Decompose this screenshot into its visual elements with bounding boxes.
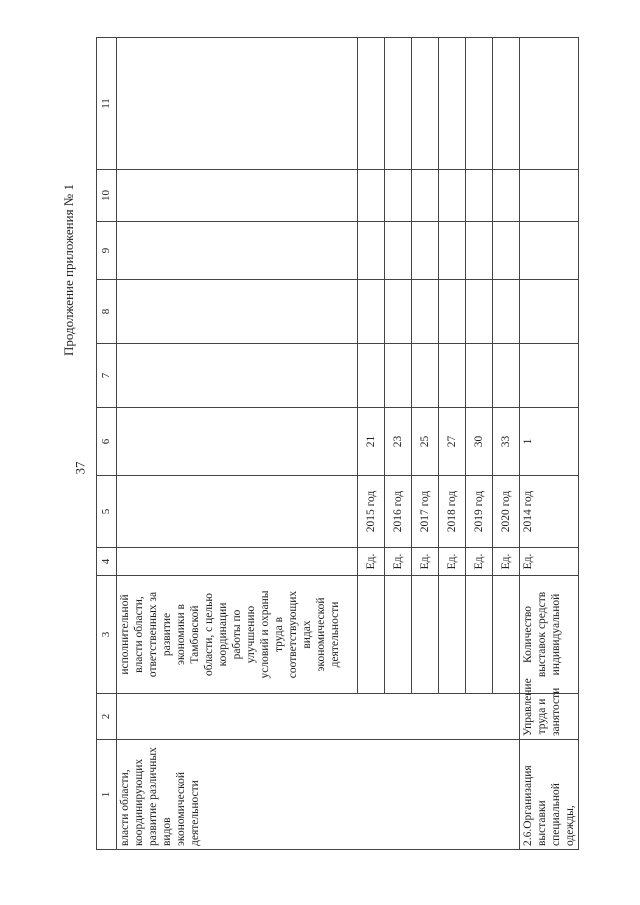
year-cell: 2016 год	[385, 476, 412, 548]
column-header: 1	[97, 740, 117, 850]
value-cell: 33	[493, 408, 520, 476]
indicator-cell: Количество выставок средств индивидуальной	[520, 576, 579, 694]
responsible-cell: Управление труда и занятости	[520, 694, 579, 740]
unit-cell: Ед.	[493, 548, 520, 576]
appendix-label: Продолжение приложения № 1	[61, 184, 77, 356]
table-row-2-6	[520, 38, 579, 850]
column-header: 11	[97, 38, 117, 170]
continued-indicator-cell: исполнительной власти области, ответственных за развитие экономики в Тамбовской области, с целью координации работы по улучшению условий и охраны труда в соответствующих видах экономической деятельности	[117, 576, 358, 694]
value-cell: 1	[520, 408, 579, 476]
column-header: 4	[97, 548, 117, 576]
unit-cell: Ед.	[466, 548, 493, 576]
value-cell: 25	[412, 408, 439, 476]
year-cell: 2015 год	[358, 476, 385, 548]
column-header: 10	[97, 170, 117, 222]
column-header: 6	[97, 408, 117, 476]
unit-cell: Ед.	[412, 548, 439, 576]
value-cell: 27	[439, 408, 466, 476]
year-cell: 2018 год	[439, 476, 466, 548]
year-cell: 2019 год	[466, 476, 493, 548]
table-row-continued	[117, 38, 358, 850]
value-cell: 21	[358, 408, 385, 476]
measure-cell: 2.6.Организация выставки специальной одежды,	[520, 740, 579, 850]
value-cell: 30	[466, 408, 493, 476]
header-row	[97, 38, 117, 850]
column-header: 8	[97, 280, 117, 344]
unit-cell: Ед.	[520, 548, 579, 576]
page-number: 37	[72, 461, 87, 475]
column-header: 7	[97, 344, 117, 408]
column-header: 2	[97, 694, 117, 740]
column-header: 9	[97, 222, 117, 280]
year-cell: 2017 год	[412, 476, 439, 548]
column-header: 5	[97, 476, 117, 548]
indicator-table	[96, 37, 579, 850]
rotated-table-wrapper	[96, 38, 577, 850]
year-cell: 2020 год	[493, 476, 520, 548]
value-cell: 23	[385, 408, 412, 476]
continued-measure-cell: власти области, координирующих развитие различных видов экономической деятельности	[117, 740, 520, 850]
column-header: 3	[97, 576, 117, 694]
unit-cell: Ед.	[439, 548, 466, 576]
unit-cell: Ед.	[385, 548, 412, 576]
table-cell	[117, 694, 520, 740]
year-cell: 2014 год	[520, 476, 579, 548]
unit-cell: Ед.	[358, 548, 385, 576]
